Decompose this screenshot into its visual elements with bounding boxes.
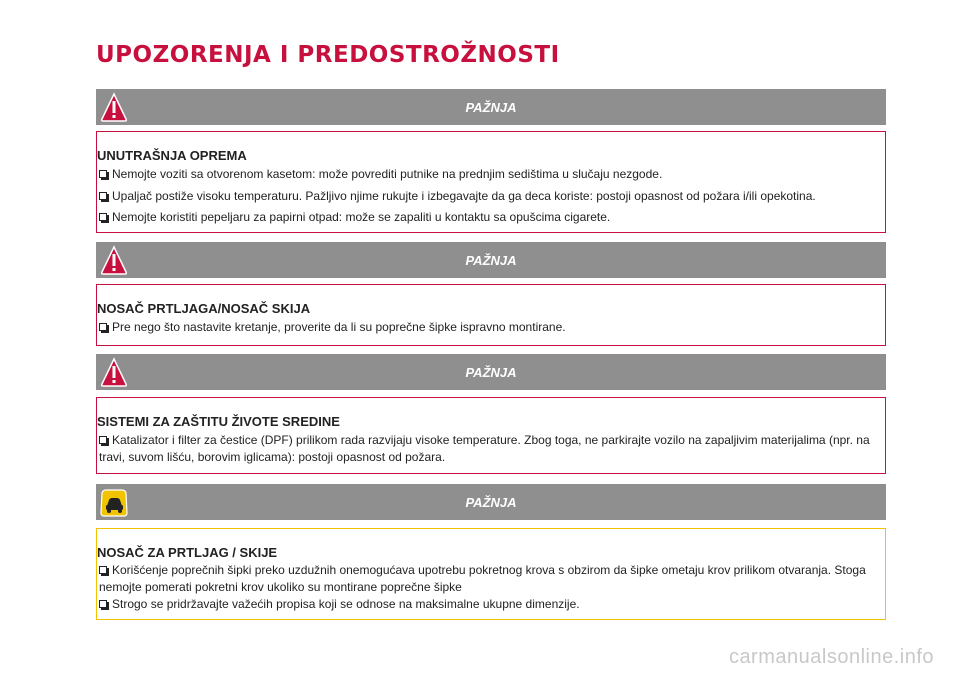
page-title: UPOZORENJA I PREDOSTROŽNOSTI	[96, 42, 560, 68]
list-item: Upaljač postiže visoku temperaturu. Pažljivo njime rukujte i izbegavajte da ga deca koriste: postoji opasnost od požara i/ili opekotina.	[99, 188, 879, 205]
warning-label: PAŽNJA	[465, 100, 517, 115]
caution-header	[96, 484, 886, 520]
list-item: Nemojte koristiti pepeljaru za papirni otpad: može se zapaliti u kontaktu sa opušcima cigarete.	[99, 209, 879, 226]
list-item: Katalizator i filter za čestice (DPF) prilikom rada razvijaju visoke temperature. Zbog toga, ne parkirajte vozilo na zapaljivim materijalima (npr. na travi, suvom lišću, borovim iglicama): postoji opasnost od požara.	[99, 433, 870, 464]
bullet-square-icon	[99, 600, 107, 608]
list-item: Pre nego što nastavite kretanje, proverite da li su poprečne šipke ispravno montirane.	[99, 319, 879, 336]
list-item: Korišćenje poprečnih šipki preko uzdužnih onemogućava upotrebu pokretnog krova s obzirom da šipke ometaju krov prilikom otvaranja. Stoga nemojte pomerati pokretni krov ukoliko su montirane poprečne šipke	[99, 563, 866, 594]
bullet-square-icon	[99, 566, 107, 574]
watermark: carmanualsonline.info	[728, 646, 934, 668]
bullet-square-icon	[99, 192, 107, 200]
bullet-square-icon	[99, 213, 107, 221]
bullet-square-icon	[99, 323, 107, 331]
list-item: Nemojte voziti sa otvorenom kasetom: može povrediti putnike na prednjim sedištima u slučaju nezgode.	[99, 166, 879, 183]
section-title: NOSAČ PRTLJAGA/NOSAČ SKIJA	[97, 301, 311, 316]
bullet-square-icon	[99, 436, 107, 444]
warning-box-environment	[96, 397, 886, 474]
warning-box-interior	[96, 131, 886, 233]
section-title: UNUTRAŠNJA OPREMA	[97, 148, 247, 163]
section-title: NOSAČ ZA PRTLJAG / SKIJE	[97, 545, 278, 560]
list-item: Strogo se pridržavajte važećih propisa koji se odnose na maksimalne ukupne dimenzije.	[99, 596, 879, 613]
warning-label: PAŽNJA	[465, 365, 517, 380]
section-title: SISTEMI ZA ZAŠTITU ŽIVOTE SREDINE	[97, 414, 340, 429]
warning-header	[96, 89, 886, 125]
caution-label: PAŽNJA	[465, 495, 517, 510]
warning-header	[96, 242, 886, 278]
warning-header	[96, 354, 886, 390]
bullet-square-icon	[99, 170, 107, 178]
caution-box-roof-rack	[96, 528, 886, 620]
warning-label: PAŽNJA	[465, 253, 517, 268]
warning-box-roof-rack	[96, 284, 886, 346]
